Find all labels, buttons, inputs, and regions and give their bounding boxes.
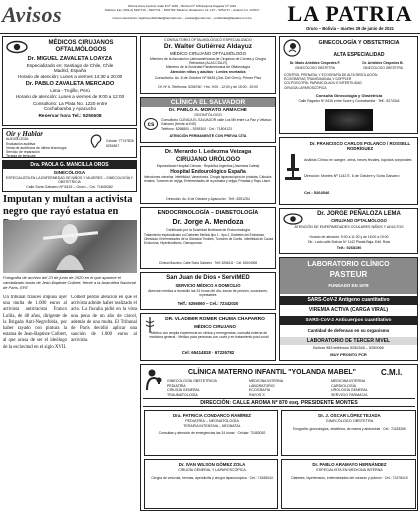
doctor-spec: GINECÓLOGO OBSTETRA [295, 66, 335, 70]
news-headline: Imputan y multan a activista negro que rayó estatua en [3, 194, 133, 217]
news-paragraph: Colbert perdió atención en que el activista admite haber realizado el acto. La fiscalía pidió en la vista una pena de un año de cárcel, además de una multa. El Tribunal de París decidió aplicar una sanción de 1.000 euros al activista. [71, 295, 137, 344]
list-item: UROLOGÍA GENERAL [331, 388, 368, 392]
statue-icon [50, 222, 90, 272]
ad-gynecologist [2, 160, 137, 192]
ad-title: MÉDICOS CIRUJANOS [48, 40, 114, 46]
address: Calle Pagador Nº 6416 entre Sucre y Cochabamba · Telf.: 5274344 [298, 99, 400, 103]
phone: Reservar hora Tel.: 5250608 [38, 114, 102, 119]
eye-icon [283, 213, 303, 225]
doctor-name: Dr. MIGUEL ZAVALETA LOAYZA [27, 56, 113, 62]
ad-urologist [140, 146, 276, 204]
ad-note: ATENCIÓN PERMANENTE CON PREVIA CITA [169, 134, 247, 138]
ad-description: Médico con amplia experiencia en clínica y emergencias, consulta externa de medicina general · Médico para personas con covid y en tratamiento post covid [149, 331, 269, 340]
doctor-name: Dr. Merardo I. Ledezma Veizaga [164, 149, 252, 155]
ad-title: Oír y Hablar [6, 130, 43, 138]
services-col-right [331, 379, 415, 397]
list-item: CIRUGÍA LAPAROSCÓPICA [284, 85, 327, 90]
ad-description: Atención médica a domicilio las 24 horas del día, tomas de presión, curaciones, inyectables [148, 289, 268, 298]
covid-test: SARS-CoV-2 Antígeno cuantitativo [280, 296, 417, 305]
phone: Cel.: 5264546 [304, 190, 330, 195]
doctor-name: Dr. IVAN WILSON GÓMEZ ZOLA [178, 462, 246, 467]
mother-child-icon [144, 368, 166, 392]
ad-description: Tratamiento especializado en Diabetes Melitus tipo 1 - tipo 2, Diabetes del Embarazo, Obesidad, Enfermedades de la Glándula Tiroides, Tumores de Cuello, Infertilidad de Causa Endocrina, Hipertiroidismo, Osteoporosis [144, 233, 274, 245]
address: Bolívar 983 teléfonos 5250348 – 5250066 [313, 346, 384, 350]
doctor-name: Dr. JORGE PEÑALOZA LEMA [317, 211, 401, 217]
eye-icon [6, 40, 28, 54]
doctor-name: Dr. Mario Aristides Céspedes F. [289, 61, 341, 65]
clinic-badge: cs [144, 118, 158, 130]
address: Calle Soria Galvarro Nº 6415 – Oruro – Cel. 71849282 [26, 185, 113, 189]
address: Consultorio: La Plata No. 1220 entre [32, 101, 108, 106]
ad-subtitle: GINECÓLOGA [53, 170, 86, 175]
services-col-mid [249, 379, 325, 397]
contact-line-1: Oficina Zona Central: Calle 8 Nº 1045 – Bolívar Nº 128 Esquina Pagador Nº 1024 [127, 4, 237, 8]
doctor-hours: Horario de atención: Lunes a viernes 14:30 a 20:00 [17, 74, 123, 79]
ad-subline: Certificado por la Sociedad Boliviana de Endocrinología [166, 228, 250, 232]
doctor-name: Dr. J. OSCAR LÓPEZ TEJADA [318, 413, 381, 418]
ad-subline: Especializado Hospital Clínicas · República Argentina (Javeriana Caleta) [156, 164, 260, 168]
ad-hours: Horario de atención: 9:00 a 11:30 y de 15:00 a 19:00 [309, 235, 389, 239]
doctor-spec: GINECÓLOGO OBSTETRA [363, 66, 403, 70]
contact-line-3: Correo electrónico: lapatria.publicidad@hotmail.com – pautas@gmail.com – publicidad@lapatria.com.bo [112, 16, 252, 20]
list-item: ECOGRAFÍAS TRANSVAGINAL Y DOPPLER [284, 77, 352, 82]
doctor-spec: MÉDICO CIRUJANO OFTALMÓLOGO [169, 51, 247, 56]
ad-description: Análisis Clínico en sangre, orina, heces fecales, líquidos corporales [304, 158, 412, 162]
list-item: Servicio de reparación [6, 150, 40, 154]
ad-hearing [2, 128, 137, 158]
doctor-card [144, 410, 278, 456]
doctor-spec: CIRUGÍA GENERAL Y LAPAROSCÓPICA [178, 468, 246, 472]
address: Dirección: Montes Nº 1142 E. 6 de Octubre y Soria Galvarro [304, 174, 400, 178]
ad-top-line: CONSULTORIO OFTALMOLÓGICO ESPECIALIZADO [164, 38, 252, 42]
doctor-card [281, 410, 416, 456]
doctor-spec: Especializado en: Santiago de Chile, Chile [26, 63, 114, 68]
doctor-spec: MÉDICO CIRUJANO [194, 324, 236, 329]
newspaper-logo: LA PATRIA [287, 1, 413, 26]
doctor-info: Ecografía: ginecológica, obstétrica, de mama y abdominal · Cel.: 71183260 [293, 427, 406, 431]
doctor-info: Consultas y atención de emergencias las 24 horas · Celular: 72483052 [158, 431, 266, 435]
address: Dirección: Av. 6 de Octubre y Ayacucho · Telf.: 5251254 [166, 197, 250, 201]
news-body-col-1 [3, 295, 67, 510]
ad-gynecology-obstetrics [279, 36, 418, 134]
news-body-col-2 [71, 295, 137, 510]
photo-caption: Fotografía de archivo del 23 de junio de 2020 en el que aparece el vandalizado busto de Jean-Baptiste Colbert, frente a la Asamblea Nacional de París. EFE [3, 275, 136, 290]
ultrasound-image [325, 109, 373, 131]
list-item: PEDIATRÍA [167, 383, 186, 388]
ad-title: Dra. PAOLA G. MANCILLA OROS [3, 161, 136, 169]
doctor-name: Dra. PATRICIA CONDARCO RAMÍREZ [173, 413, 251, 418]
header-rule [0, 33, 420, 34]
dateline: Oruro – Bolivia – martes 29 de junio de 2021 [306, 26, 394, 31]
ad-pasteur [279, 257, 418, 361]
ad-el-salvador [140, 97, 276, 143]
covid-test: Cantidad de defensas en su organismo [307, 328, 390, 333]
ad-servimed [140, 272, 276, 310]
phone: Of. Nº 6. Teléfonos: 5256760 · Hrs. 9:00 - 12:00 y de 15:00 - 20:00 [158, 85, 258, 89]
phone: Celular: 77747826 [106, 139, 134, 143]
ad-description: Miembro de la Asociación Latinoamericana de Cirujanos de Córnea y Cirugía Refractiva (ALACCSA-R) [150, 57, 266, 65]
services-list [6, 142, 86, 158]
doctor-spec: GINECÓLOGO OBSTETRA [325, 419, 374, 423]
ad-chaparro [140, 313, 276, 361]
doctor-name: Dr. PABLO ZAVALETA MERCADO [25, 81, 115, 87]
ad-description: Consultorio CLÍNICA EL SALVADOR calle Los Mil entre La Paz y Velasco Galvarro (frente al INS) [161, 118, 272, 127]
address: Consulta Ginecología y Obstetricia [315, 93, 383, 98]
doctor-spec: ESPECIALISTA EN MEDICINA INTERNA [316, 468, 383, 472]
ad-title: ENDOCRINOLOGÍA – DIABETOLOGÍA [157, 210, 259, 216]
phone: Telf.: 5256060 – Cel.: 72342020 [177, 301, 239, 306]
doctor-spec: CIRUJANO OFTALMÓLOGO [331, 218, 387, 223]
doctor-info: Cirugía de vesícula, hernias, apendicitis y cirugía laparoscópica · Cel.: 71845044 [151, 476, 273, 480]
list-item: Venta de audífonos de última tecnología [6, 146, 67, 150]
services-col-left [167, 379, 243, 397]
ad-subtitle: AUDIOLOGÍA [6, 137, 29, 141]
doctor-name: Dr. Walter Gutiérrez Aldayuz [163, 43, 253, 50]
list-item: CONTROL PRENATAL Y ECOGRAFÍA DE ALTA RESOLUCIÓN [284, 73, 378, 77]
page-header [0, 0, 420, 33]
list-item: MEDICINA INTERNA [249, 379, 284, 383]
ad-title: GINECOLOGÍA Y OBSTETRICIA [318, 40, 400, 46]
ad-description: ESPECIALISTA EN LA ENFERMEDAD DE NIÑOS Y MUJERES – GINECOLOGÍA Y OBSTETRICIA [6, 176, 133, 184]
ad-penaloza [279, 208, 418, 254]
doctor-place: Lima - Trujillo, Perú [50, 88, 90, 93]
founded-line: FUNDADO EN 1978 [328, 283, 369, 288]
microscope-icon [283, 152, 303, 182]
fetus-icon [283, 39, 301, 57]
address: Consultorio: Av. 6 de Octubre Nº 5845 (Gal. Del Oreo). Primer Piso [154, 76, 262, 80]
list-item: CARDIOLOGÍA [331, 383, 356, 388]
list-item: GINECOLOGÍA OBSTETRICIA [167, 379, 217, 383]
lab-level: LABORATORIO DE TERCER NIVEL [280, 337, 417, 345]
doctor-card [281, 459, 416, 509]
doctor-name: DR. VLADIMIR ROMER CHUMA CHAPARRO [165, 317, 265, 322]
ad-note: MUY PRONTO PCR [330, 352, 367, 357]
ad-endocrinology [140, 207, 276, 269]
doctor-spec: ODONTÓLOGO [194, 113, 222, 117]
doctor-name: Dr. Aristides Céspedes B. [362, 61, 404, 65]
list-item: CIRUGÍA GENERAL [167, 388, 200, 392]
list-item: COLPOSCOPÍA, PAPANICOLAOU E INFERTILIDAD [284, 81, 362, 86]
ad-description: Miembro de la Sociedad Panamericana de Oftalmología [165, 65, 251, 69]
ad-title: LABORATORIO CLÍNICO [307, 261, 390, 268]
clinic-logo: C.M.I. [381, 368, 403, 377]
doctor-name: Dr. PABLO A. MORATO ARMACHE [169, 108, 247, 113]
phone: Telf.: 5268150 [336, 246, 362, 250]
phone: 5251867 [106, 144, 120, 148]
ad-title: CLÍNICA EL SALVADOR [141, 98, 275, 107]
doctor-hours: Horario de atención: Lunes a viernes de 9:00 a 12:00 [15, 94, 125, 99]
doctor-info: Diabetes, hipertensión, enfermedades del corazón y pulmón · Cel.: 72478410 [291, 476, 408, 480]
ad-gutierrez [140, 36, 276, 94]
ad-ophthalmologists [2, 36, 137, 126]
ear-icon [88, 133, 104, 149]
doctor-spec: TERAPIA INTENSIVA – NEONATAL [183, 424, 241, 428]
news-photo [3, 220, 137, 273]
covid-test: SARS-CoV-2 Anticuerpos cuantitativo [280, 316, 417, 325]
list-item: TRAUMATOLOGÍA [167, 392, 198, 397]
list-item: SERVICIO FARMACIA [331, 392, 368, 397]
address: Clínica Mauricio, Calle Soria Galvarro · Telf: 5256111 · Cel: 62004008 [158, 261, 258, 265]
ad-subtitle: SERVICIO MÉDICO A DOMICILIO [175, 283, 241, 288]
phone: Teléfono: 5258800 – 5259300 · Cel.: 71804123 [161, 127, 232, 131]
address: Dir.: Lado calle Bolívar Nº 1142 Planta Baja, Edif. Ruta [308, 240, 390, 244]
ad-subtitle: ALTA ESPECIALIDAD [333, 52, 385, 58]
ad-subtitle: PASTEUR [329, 270, 368, 279]
list-item: ECOGRAFÍA [249, 388, 271, 392]
phone: Cel: 65414818 · 67226782 [181, 350, 235, 355]
doctor-spec: PEDIATRÍA – NEONATOLOGÍA [185, 419, 239, 423]
address: Cochabamba y Ayacucho [43, 106, 96, 111]
covid-test: VIREMIA ACTIVA (CARGA VIRAL) [308, 307, 389, 313]
doctor-card [144, 459, 278, 509]
list-item: MEDICINA INTERNA [331, 379, 366, 383]
news-paragraph: Un tribunal francés impuso ayer una multa de 1.000 euros al activista antirracista Franco Lollia, de 48 años, dirigente de la Brigada Anti-Negrofobia, por haber rayado con pintura la estatua de Jean-Baptiste Colbert, al que acusa de ser el ideólogo de la esclavitud en el siglo XVII. [3, 295, 67, 350]
services-list [284, 73, 414, 90]
list-item: Evaluación auditiva [6, 142, 36, 146]
ad-title: CLÍNICA MATERNO INFANTIL "YOLANDA MABEL" [187, 369, 357, 376]
doctor-name: Dr. Jorge A. Mendoza [172, 219, 244, 226]
doctor-name: Dr. FRANCISCO CARLOS POLANCO / ROSSELL RODRÍGUEZ [309, 141, 411, 152]
list-item: LABORATORIO [249, 383, 275, 388]
ad-subline: ATENCIÓN DE ENFERMEDADES OCULARES NIÑOS Y ADULTOS [294, 225, 404, 229]
ad-title: San Juan de Dios • ServiMED [166, 275, 250, 281]
contact-line-2: Teléfono Fax: (591-2) 5297710 – 5297711 – 5297782 Teléfono: Redacción: Int. 127 – 5251717 – Aulería: Int. 127017 [104, 8, 260, 12]
doctor-place: Madrid, España [53, 68, 87, 73]
section-title: Avisos [2, 2, 63, 27]
ad-description: Infecciones urinarias, Infertilidad, Vasectomía, Cirugía laparoscópica de próstata, Cálculos renales, Tumores de vejiga, Enfermedades de la próstata y vejiga, Próstata y Rayo Láser. [144, 175, 272, 183]
doctor-spec: CIRUJANO URÓLOGO [175, 157, 240, 163]
pasteur-banner [280, 258, 417, 294]
doctor-name: Dr. PABLO ARAMAYO HERNÁNDEZ [312, 462, 387, 467]
ad-hours: Atención niños y adultos · Lentes recetados [170, 70, 246, 74]
list-item: Terapia de lenguaje [6, 154, 36, 158]
ad-subtitle: OFTALMÓLOGOS [55, 47, 107, 53]
list-item: RAYOS X [249, 392, 265, 397]
ad-laboratory-polanco [279, 137, 418, 205]
clinic-address: DIRECCIÓN: CALLE AROMA Nº 870 esq. PRESIDENTE MONTES [143, 398, 415, 407]
ad-cmi-clinic [140, 364, 418, 511]
hospital-name: Hospital Endourológico España [170, 169, 246, 175]
